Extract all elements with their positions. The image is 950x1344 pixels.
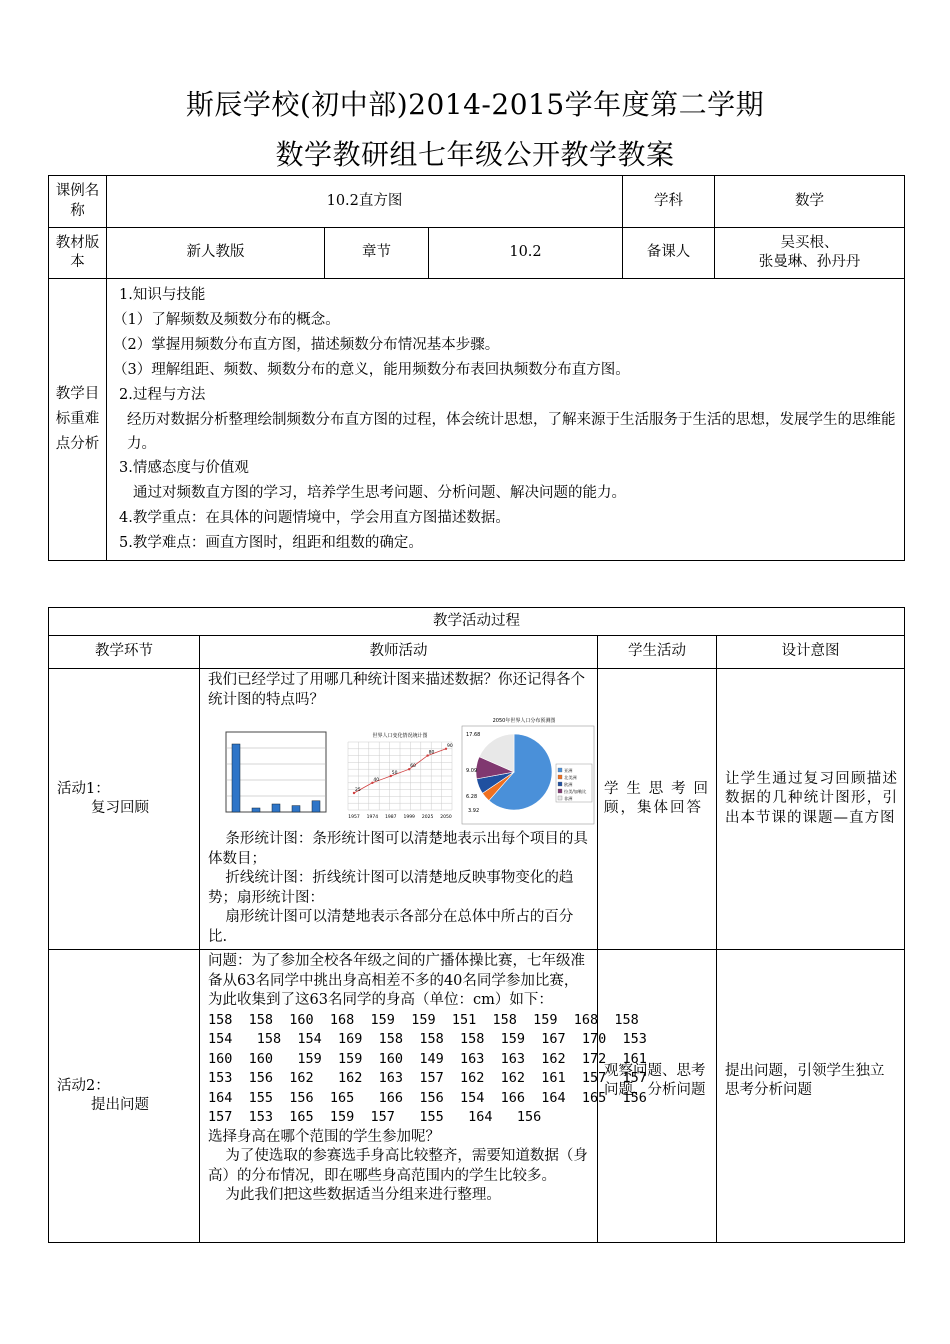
line-x-tick: 1957	[348, 815, 360, 820]
activity2-stage	[49, 950, 200, 1243]
process-title: 教学活动过程	[49, 608, 905, 636]
preparer-line2: 张曼琳、孙丹丹	[758, 254, 861, 270]
col-header-teacher: 教师活动	[200, 636, 598, 669]
pie-legend-swatch	[558, 796, 562, 800]
line-data-label: 25	[355, 788, 361, 793]
pie-data-label: 3.92	[468, 808, 480, 814]
lesson-name-label: 课例名称	[49, 176, 107, 228]
height-data-row: 157 153 165 159 157 155 164 156	[208, 1109, 542, 1125]
pie-chart-slices	[476, 734, 552, 810]
line-data-label: 80	[428, 750, 435, 756]
review-charts	[208, 716, 589, 826]
objectives-content	[107, 279, 905, 561]
pie-chart-title: 2050年世界人口分布预测图	[492, 718, 556, 724]
height-data-row: 164 155 156 165 166 156 154 166 164 165 156	[208, 1089, 647, 1106]
process-table	[48, 607, 905, 1243]
activity1-pie-desc: 扇形统计图可以清楚地表示各部分在总体中所占的百分比.	[208, 909, 574, 945]
pie-data-label: 6.28	[466, 794, 478, 800]
activity1-line-desc: 折线统计图：折线统计图可以清楚地反映事物变化的趋势；扇形统计图：	[208, 870, 574, 906]
pie-legend-swatch	[558, 782, 562, 786]
activity1-student: 学生思考回顾，集体回答	[598, 669, 717, 950]
line-data-label: 60	[410, 764, 416, 770]
col-header-intent: 设计意图	[717, 636, 905, 669]
line-x-tick: 2025	[421, 815, 434, 820]
line-chart-x-ticks	[348, 814, 452, 820]
subject-value: 数学	[715, 176, 905, 228]
activity1-intro: 我们已经学过了用哪几种统计图来描述数据？你还记得各个统计图的特点吗？	[208, 672, 585, 708]
activity2-para2: 为了使选取的参赛选手身高比较整齐，需要知道数据（身高）的分布情况，即在哪些身高范围内的学生比较多。	[208, 1148, 588, 1184]
subject-label: 学科	[623, 176, 715, 228]
activity1-stage	[49, 669, 200, 950]
textbook-label: 教材版本	[49, 228, 107, 279]
pie-chart-legend	[556, 764, 592, 802]
bar-chart	[212, 724, 330, 824]
objective-line: （3）理解组距、频数、频数分布的意义，能用频数分布表回执频数分布直方图。	[113, 362, 630, 378]
chapter-value: 10.2	[429, 228, 623, 279]
pie-legend-swatch	[558, 789, 562, 793]
activity2-student: 观察问题、思考问题、分析问题	[598, 950, 717, 1243]
pie-legend-entry: 非洲	[564, 795, 573, 801]
line-x-tick: 1974	[366, 815, 379, 820]
line-x-tick: 1987	[385, 815, 397, 820]
preparer-value	[715, 228, 905, 279]
pie-chart	[460, 714, 596, 826]
bar-mark	[232, 744, 240, 812]
activity1-bar-desc: 条形统计图：条形统计图可以清楚地表示出每个项目的具体数目；	[208, 831, 588, 867]
line-data-label: 50	[391, 771, 398, 776]
doc-title-line1: 斯辰学校(初中部)2014-2015学年度第二学期	[185, 88, 765, 121]
objective-line: 4.教学重点：在具体的问题情境中，学会用直方图描述数据。	[119, 510, 510, 526]
col-header-stage: 教学环节	[49, 636, 200, 669]
activity2-problem: 问题：为了参加全校各年级之间的广播体操比赛，七年级准备从63名同学中挑出身高相差不多的40名同学参加比赛，为此收集到了这63名同学的身高（单位：cm）如下：	[208, 953, 585, 1008]
pie-legend-entry: 欧洲	[564, 781, 573, 787]
height-data-row: 160 160 159 159 160 149 163 163 162 172 161	[208, 1050, 647, 1067]
activity1-stage-name: 复习回顾	[91, 800, 149, 816]
bar-mark	[252, 808, 260, 812]
objective-line: （1）了解频数及频数分布的概念。	[113, 312, 340, 328]
height-data-row: 158 158 160 168 159 159 151 158 159 168 158	[208, 1011, 639, 1028]
line-chart-title: 世界人口变化情况统计图	[372, 733, 428, 739]
pie-legend-entry: 亚洲	[564, 767, 573, 773]
preparer-line1: 吴买根、	[780, 234, 839, 251]
preparer-label: 备课人	[623, 228, 715, 279]
pie-legend-entry: 北美洲	[564, 774, 577, 780]
objective-line: 通过对频数直方图的学习，培养学生思考问题、分析问题、解决问题的能力。	[133, 485, 626, 501]
activity2-stage-name: 提出问题	[91, 1097, 149, 1113]
pie-legend-entry: 拉美/加勒比	[564, 788, 587, 794]
line-x-tick: 2050	[440, 815, 452, 820]
activity1-teacher	[200, 669, 598, 950]
objective-line: 2.过程与方法	[119, 387, 206, 403]
pie-data-label: 9.09	[466, 768, 478, 774]
line-chart-series	[353, 743, 453, 794]
pie-legend-swatch	[558, 775, 562, 779]
objective-line: 5.教学难点：画直方图时，组距和组数的确定。	[119, 535, 423, 551]
activity2-intent: 提出问题，引领学生独立思考分析问题	[717, 950, 905, 1243]
objective-line: 3.情感态度与价值观	[119, 460, 249, 476]
objective-line: 经历对数据分析整理绘制频数分布直方图的过程，体会统计思想，了解来源于生活服务于生活的思想，发展学生的思维能力。	[127, 412, 896, 452]
line-x-tick: 1999	[403, 815, 415, 820]
line-data-label: 90	[447, 743, 453, 749]
activity1-stage-num: 活动1：	[57, 780, 110, 797]
activity2-teacher	[200, 950, 647, 1243]
line-data-label: 40	[373, 777, 380, 783]
bar-mark	[312, 801, 320, 812]
bar-mark	[292, 806, 300, 812]
activity2-para3: 为此我们把这些数据适当分组来进行整理。	[225, 1187, 501, 1203]
activity2-stage-num: 活动2：	[57, 1077, 110, 1094]
objective-line: （2）掌握用频数分布直方图，描述频数分布情况基本步骤。	[113, 337, 500, 353]
height-data-row: 154 158 154 169 158 158 158 159 167 170 153	[208, 1031, 647, 1047]
lesson-info-table	[48, 175, 905, 561]
bar-mark	[272, 804, 280, 812]
textbook-value: 新人教版	[107, 228, 325, 279]
objective-line: 1.知识与技能	[119, 287, 206, 303]
col-header-student: 学生活动	[598, 636, 717, 669]
lesson-name-value: 10.2直方图	[107, 176, 623, 228]
height-data-row: 153 156 162 162 163 157 162 162 161 157 157	[208, 1070, 647, 1086]
doc-title-line2: 数学教研组七年级公开教学教案	[275, 138, 675, 171]
bar-chart-frame	[226, 732, 326, 812]
pie-legend-swatch	[558, 768, 562, 772]
activity2-question: 选择身高在哪个范围的学生参加呢？	[208, 1128, 440, 1145]
activity1-intent: 让学生通过复习回顾描述数据的几种统计图形，引出本节课的课题—直方图	[717, 669, 905, 950]
line-chart	[338, 730, 458, 826]
chapter-label: 章节	[325, 228, 429, 279]
objectives-label: 教学目标重难点分析	[49, 279, 107, 561]
pie-data-label: 17.68	[466, 732, 481, 738]
